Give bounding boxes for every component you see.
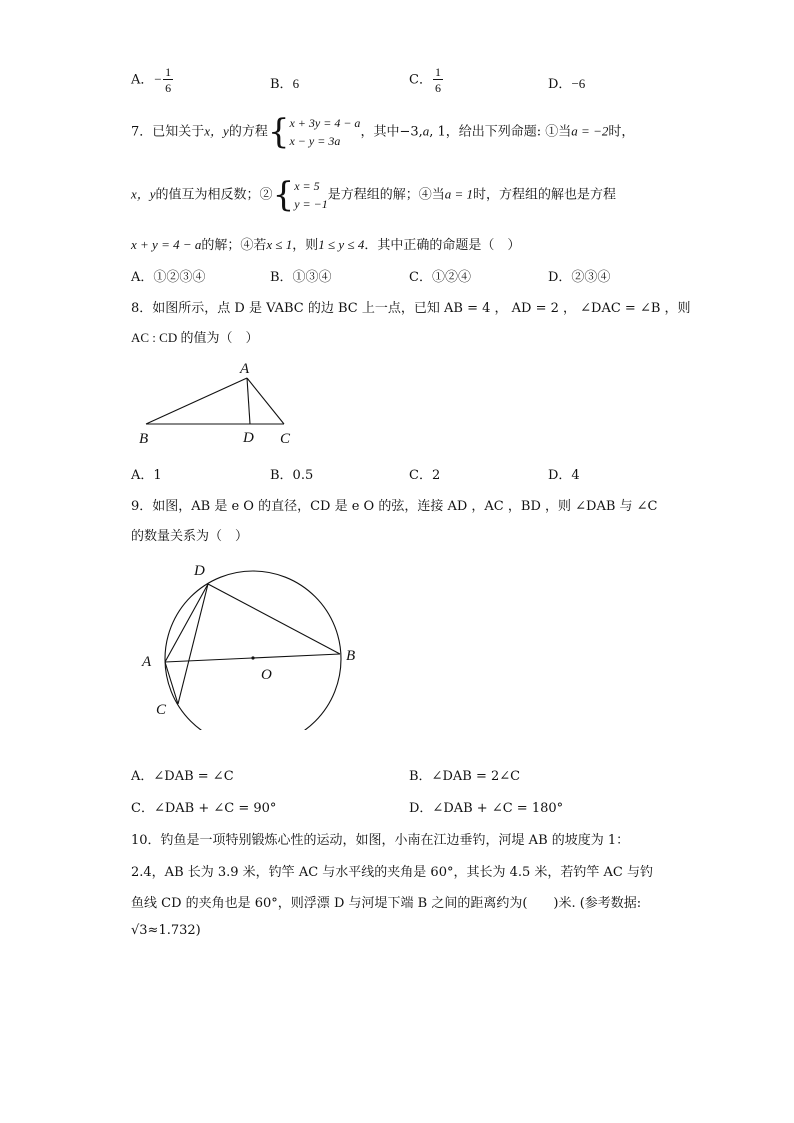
q10-line4: √3≈1.732): [131, 923, 201, 938]
q7-system-brace: {: [267, 112, 290, 152]
q9-circle-figure: [135, 555, 370, 730]
q7-equation-system: x + 3y = 4 − a x − y = 3a: [289, 116, 361, 148]
q9-chord-bd: [208, 584, 340, 654]
q9-label-c: C: [156, 702, 167, 718]
q7-solution-system: x = 5 y = −1: [294, 179, 328, 211]
q9-option-c: C．∠DAB + ∠C = 90°: [131, 801, 277, 816]
q8-option-b: B．0.5: [270, 468, 314, 483]
q9-label-a: A: [142, 654, 152, 670]
q7-line2: x，y的值互为相反数；②{ x = 5 y = −1 是方程组的解；④当a = 1时，方程组的解也是方程: [131, 175, 617, 215]
q8-side-ac: [247, 378, 284, 424]
q9-label-b: B: [346, 648, 356, 664]
q8-line1: 8．如图所示，点 D 是 VABC 的边 BC 上一点，已知 AB = 4 ， AD = 2 ， ∠DAC = ∠B ，则: [131, 301, 691, 316]
q8-option-a: A．1: [131, 468, 162, 483]
q7-line3: x + y = 4 − a的解；④若x ≤ 1，则1 ≤ y ≤ 4．其中正确的命题是（ ）: [131, 237, 521, 253]
q7-option-b: B．①③④: [270, 270, 332, 285]
q6-option-c-fraction: $\frac{1}{6}$: [434, 65, 441, 95]
q7-option-c: C．①②④: [409, 270, 471, 285]
q7-solution-brace: {: [272, 175, 295, 215]
q9-option-b: B．∠DAB = 2∠C: [409, 769, 521, 784]
q9-chord-ad: [165, 584, 208, 662]
q8-option-c: C．2: [409, 468, 441, 483]
q6-option-a: A．− $\frac{1}{6}$: [131, 65, 172, 95]
q9-chord-ac: [165, 662, 178, 704]
q6-option-b: B．6: [270, 76, 300, 92]
q9-option-a: A．∠DAB = ∠C: [131, 769, 234, 784]
q7-option-d: D．②③④: [548, 270, 611, 285]
q9-line1: 9．如图，AB 是 e O 的直径，CD 是 e O 的弦，连接 AD ，AC ，BD ，则 ∠DAB 与 ∠C: [131, 499, 658, 514]
q8-triangle-figure: [130, 355, 310, 450]
q8-label-b: B: [139, 431, 149, 447]
q6-option-a-fraction: $\frac{1}{6}$: [165, 65, 172, 95]
q8-segment-ad: [247, 378, 250, 424]
q10-line2: 2.4，AB 长为 3.9 米，钓竿 AC 与水平线的夹角是 60°，其长为 4.5 米，若钓竿 AC 与钓: [131, 865, 653, 880]
q10-line3: 鱼线 CD 的夹角也是 60°，则浮漂 D 与河堤下端 B 之间的距离约为( )米. (参考数据:: [131, 896, 642, 911]
q9-option-d: D．∠DAB + ∠C = 180°: [409, 801, 564, 816]
q9-chord-cd: [178, 584, 208, 704]
q8-label-a: A: [240, 361, 250, 377]
q7-option-a: A．①②③④: [131, 270, 206, 285]
q6-option-c: C． $\frac{1}{6}$: [409, 65, 441, 95]
q8-option-d: D．4: [548, 468, 580, 483]
q9-label-o: O: [261, 667, 272, 683]
q8-label-d: D: [243, 430, 254, 446]
q10-line1: 10．钓鱼是一项特别锻炼心性的运动，如图，小南在江边垂钓，河堤 AB 的坡度为 1：: [131, 833, 630, 848]
q6-option-d: D．−6: [548, 76, 586, 92]
q9-center-point: [251, 656, 254, 659]
q9-label-d: D: [194, 563, 205, 579]
q7-line1: 7．已知关于x，y的方程{ x + 3y = 4 − a x − y = 3a ，其中−3,a, 1，给出下列命题: ①当a = −2时，: [131, 112, 635, 152]
q9-line2: 的数量关系为（ ）: [131, 529, 249, 544]
q8-side-ab: [146, 378, 247, 424]
q8-label-c: C: [280, 431, 291, 447]
q8-line2: AC : CD 的值为（ ）: [131, 330, 259, 345]
